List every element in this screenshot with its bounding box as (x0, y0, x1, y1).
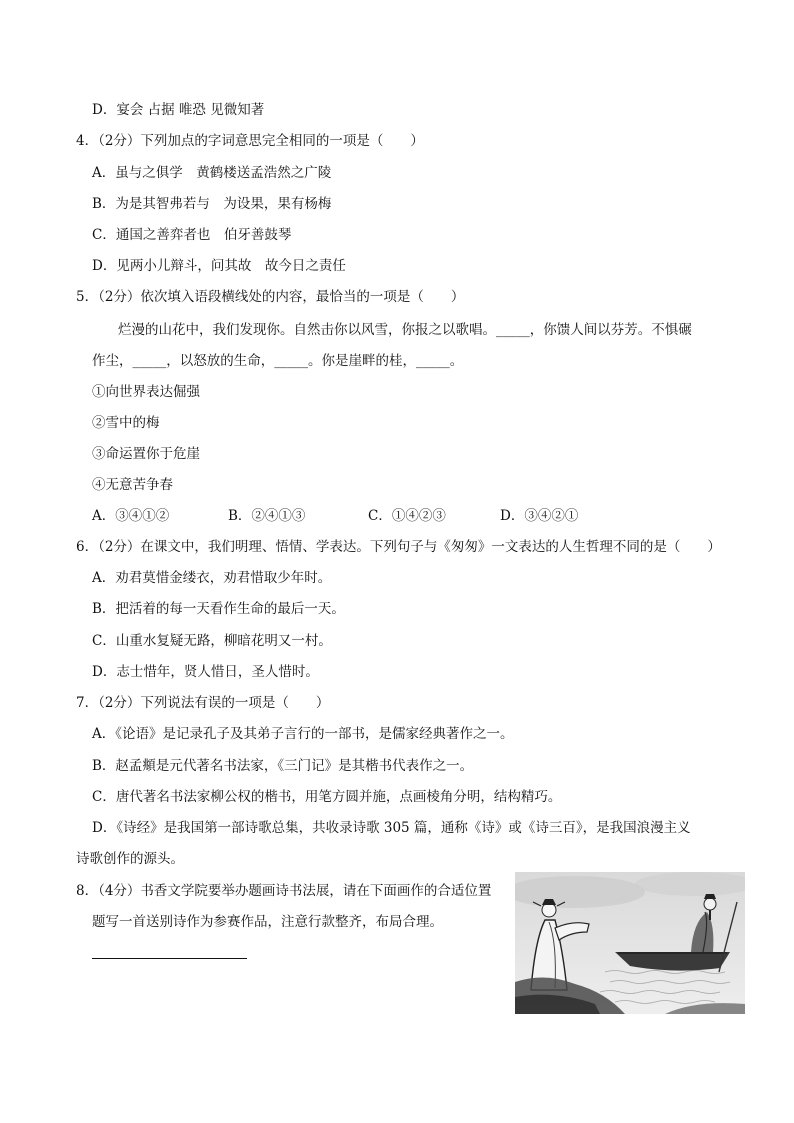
q4-stem: 4．（2分）下列加点的字词意思完全相同的一项是（ ） (76, 133, 424, 149)
q4-option-a: A．虽与之俱学 黄鹤楼送孟浩然之广陵 (92, 165, 332, 181)
q4-option-b: B．为是其智弗若与 为设果，果有杨梅 (92, 196, 332, 212)
q5-stem: 5．（2分）依次填入语段横线处的内容，最恰当的一项是（ ） (76, 289, 465, 305)
ink-painting-image (515, 872, 745, 1014)
q7-option-d-line-1: D．《诗经》是我国第一部诗歌总集，共收录诗歌 305 篇，通称《诗》或《诗三百》，是我国浪漫主义 (92, 820, 691, 836)
q5-option-b: B．②④①③ (228, 508, 306, 524)
q8-stem-line-1: 8．（4分）书香文学院要举办题画诗书法展，请在下面画作的合适位置 (76, 883, 492, 899)
q4-option-c: C．通国之善弈者也 伯牙善鼓琴 (92, 227, 292, 243)
q5-passage-line-1: 烂漫的山花中，我们发现你。自然击你以风雪，你报之以歌唱。_____，你馈人间以芬芳。不惧碾 (118, 322, 692, 338)
q5-item-1: ①向世界表达倔强 (92, 384, 200, 400)
q6-option-a: A．劝君莫惜金缕衣，劝君惜取少年时。 (92, 570, 332, 586)
answer-blank-line[interactable] (92, 958, 247, 959)
q3-option-d: D．宴会 占据 唯恐 见微知著 (92, 102, 265, 118)
q5-item-3: ③命运置你于危崖 (92, 446, 200, 462)
q7-option-c: C．唐代著名书法家柳公权的楷书，用笔方圆并施，点画棱角分明，结构精巧。 (92, 789, 562, 805)
q7-option-d-line-2: 诗歌创作的源头。 (76, 851, 184, 867)
q5-options-row (92, 507, 578, 525)
q5-item-4: ④无意苦争春 (92, 477, 173, 493)
q7-stem: 7．（2分）下列说法有误的一项是（ ） (76, 695, 330, 711)
q5-item-2: ②雪中的梅 (92, 415, 160, 431)
q8-stem-line-2: 题写一首送别诗作为参赛作品，注意行款整齐，布局合理。 (92, 914, 443, 930)
q5-option-d: D．③④②① (500, 508, 579, 524)
q6-option-d: D．志士惜年，贤人惜日，圣人惜时。 (92, 664, 319, 680)
q6-option-b: B．把活着的每一天看作生命的最后一天。 (92, 601, 345, 617)
q4-option-d: D．见两小儿辩斗，问其故 故今日之责任 (92, 258, 346, 274)
q6-option-c: C．山重水复疑无路，柳暗花明又一村。 (92, 633, 332, 649)
q6-stem: 6．（2分）在课文中，我们明理、悟情、学表达。下列句子与《匆匆》一文表达的人生哲理不同的是（ ） (76, 539, 721, 555)
q7-option-a: A．《论语》是记录孔子及其弟子言行的一部书，是儒家经典著作之一。 (92, 726, 514, 742)
q5-option-a: A．③④①② (92, 508, 170, 524)
q5-passage-line-2: 作尘，_____，以怒放的生命，_____。你是崖畔的桂，_____。 (92, 353, 464, 369)
q5-option-c: C．①④②③ (368, 508, 446, 524)
q7-option-b: B．赵孟頫是元代著名书法家，《三门记》是其楷书代表作之一。 (92, 758, 474, 774)
